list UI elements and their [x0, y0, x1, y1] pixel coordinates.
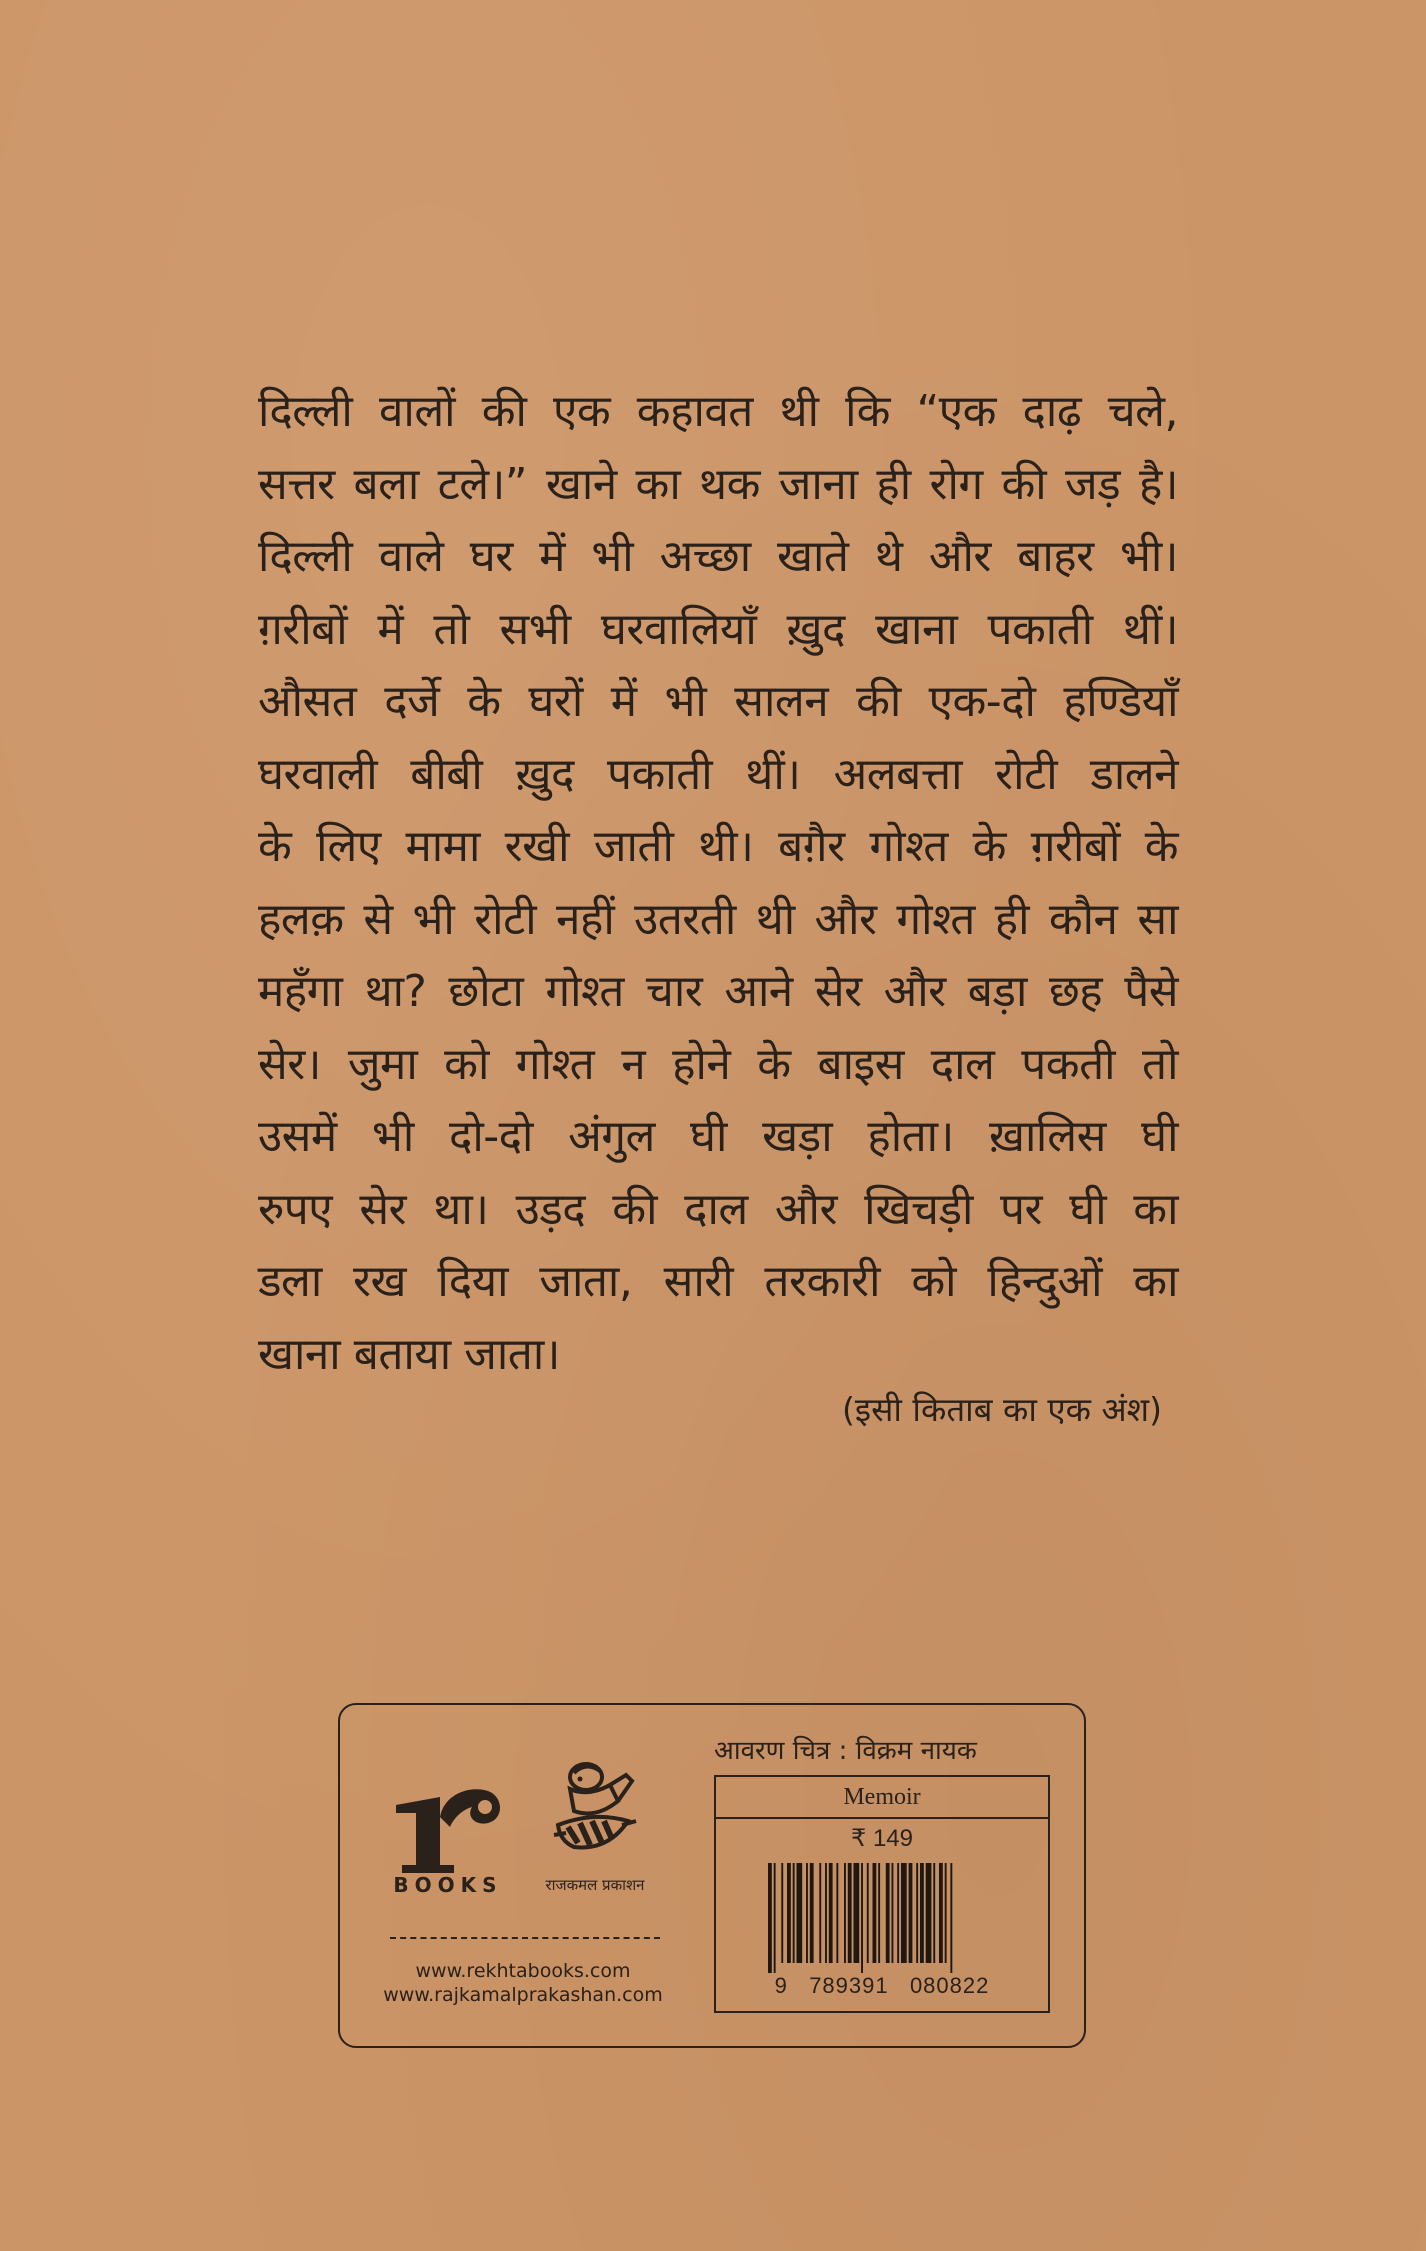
barcode-bar — [901, 1863, 907, 1963]
barcode-bar — [768, 1863, 772, 1973]
blurb-line: घरवाली बीबी ख़ुद पकाती थीं। अलबत्ता रोटी डालने — [258, 748, 1178, 800]
blurb-line: हलक़ से भी रोटी नहीं उतरती थी और गोश्त ही कौन सा — [258, 893, 1178, 945]
blurb-line: ग़रीबों में तो सभी घरवालियाँ ख़ुद खाना पकाती थीं। — [258, 603, 1178, 655]
barcode-bar — [861, 1863, 863, 1973]
barcode-bar — [926, 1863, 932, 1963]
barcode-bar — [787, 1863, 791, 1963]
blurb-line: महँगा था? छोटा गोश्त चार आने सेर और बड़ा छह पैसे — [258, 966, 1178, 1017]
barcode-bar — [806, 1863, 808, 1963]
website-link[interactable]: www.rajkamalprakashan.com — [383, 1984, 663, 2006]
price-label: ₹ 149 — [851, 1825, 913, 1852]
blurb-line: खाना बताया जाता। — [258, 1328, 560, 1380]
barcode-bar — [819, 1863, 821, 1963]
barcode-bar — [873, 1863, 877, 1963]
barcode-bar — [829, 1863, 833, 1963]
barcode-bar — [836, 1863, 838, 1963]
publisher-info-box — [338, 1703, 1086, 2048]
barcode-bar — [933, 1863, 935, 1963]
cover-art-credit: आवरण चित्र : विक्रम नायक — [714, 1736, 977, 1766]
barcode-bar — [854, 1863, 860, 1963]
blurb-line: दिल्ली वालों की एक कहावत थी कि “एक दाढ़ चले, — [258, 386, 1178, 437]
barcode-bar — [920, 1863, 924, 1963]
rajkamal-logo-text: राजकमल प्रकाशन — [545, 1876, 645, 1894]
blurb-excerpt — [258, 376, 1178, 1391]
isbn-barcode — [768, 1863, 998, 1973]
barcode-bar — [867, 1863, 869, 1963]
blurb-line: उसमें भी दो-दो अंगुल घी खड़ा होता। ख़ालिस घी — [258, 1111, 1178, 1162]
barcode-bar — [810, 1863, 814, 1963]
publisher-websites — [368, 1959, 678, 2007]
price-barcode-block — [714, 1775, 1050, 2013]
blurb-line: डला रख दिया जाता, सारी तरकारी को हिन्दुओं का — [258, 1256, 1178, 1307]
r-books-logo-icon — [388, 1777, 508, 1877]
excerpt-attribution: (इसी किताब का एक अंश) — [842, 1390, 1162, 1429]
barcode-bar — [945, 1863, 947, 1963]
barcode-bar — [916, 1863, 918, 1963]
website-link[interactable]: www.rekhtabooks.com — [415, 1960, 631, 1982]
blurb-line: के लिए मामा रखी जाती थी। बग़ैर गोश्त के ग़रीबों के — [258, 821, 1178, 872]
barcode-bar — [950, 1863, 952, 1973]
isbn-number: 9 789391 080822 — [774, 1973, 990, 1998]
barcode-bar — [886, 1863, 890, 1963]
books-logo-text: BOOKS — [393, 1873, 503, 1897]
barcode-bar — [825, 1863, 827, 1963]
blurb-line: सत्तर बला टले।” खाने का थक जाना ही रोग की जड़ है। — [258, 458, 1178, 510]
genre-label: Memoir — [716, 1777, 1048, 1819]
barcode-bar — [774, 1863, 776, 1973]
barcode-bar — [878, 1863, 880, 1963]
blurb-line: औसत दर्जे के घरों में भी सालन की एक-दो हण्डियाँ — [258, 676, 1178, 727]
barcode-bar — [848, 1863, 852, 1963]
barcode-bar — [939, 1863, 943, 1963]
dashed-divider — [390, 1937, 660, 1939]
blurb-line: रुपए सेर था। उड़द की दाल और खिचड़ी पर घी का — [258, 1183, 1178, 1235]
barcode-bar — [844, 1863, 846, 1963]
barcode-bar — [797, 1863, 803, 1963]
barcode-bar — [892, 1863, 894, 1963]
barcode-bar — [897, 1863, 899, 1963]
barcode-bar — [793, 1863, 795, 1963]
rajkamal-logo-icon — [544, 1755, 644, 1865]
blurb-line: सेर। जुमा को गोश्त न होने के बाइस दाल पकती तो — [258, 1038, 1178, 1090]
barcode-bar — [781, 1863, 783, 1963]
barcode-bar — [909, 1863, 913, 1963]
blurb-line: दिल्ली वाले घर में भी अच्छा खाते थे और बाहर भी। — [258, 531, 1178, 582]
